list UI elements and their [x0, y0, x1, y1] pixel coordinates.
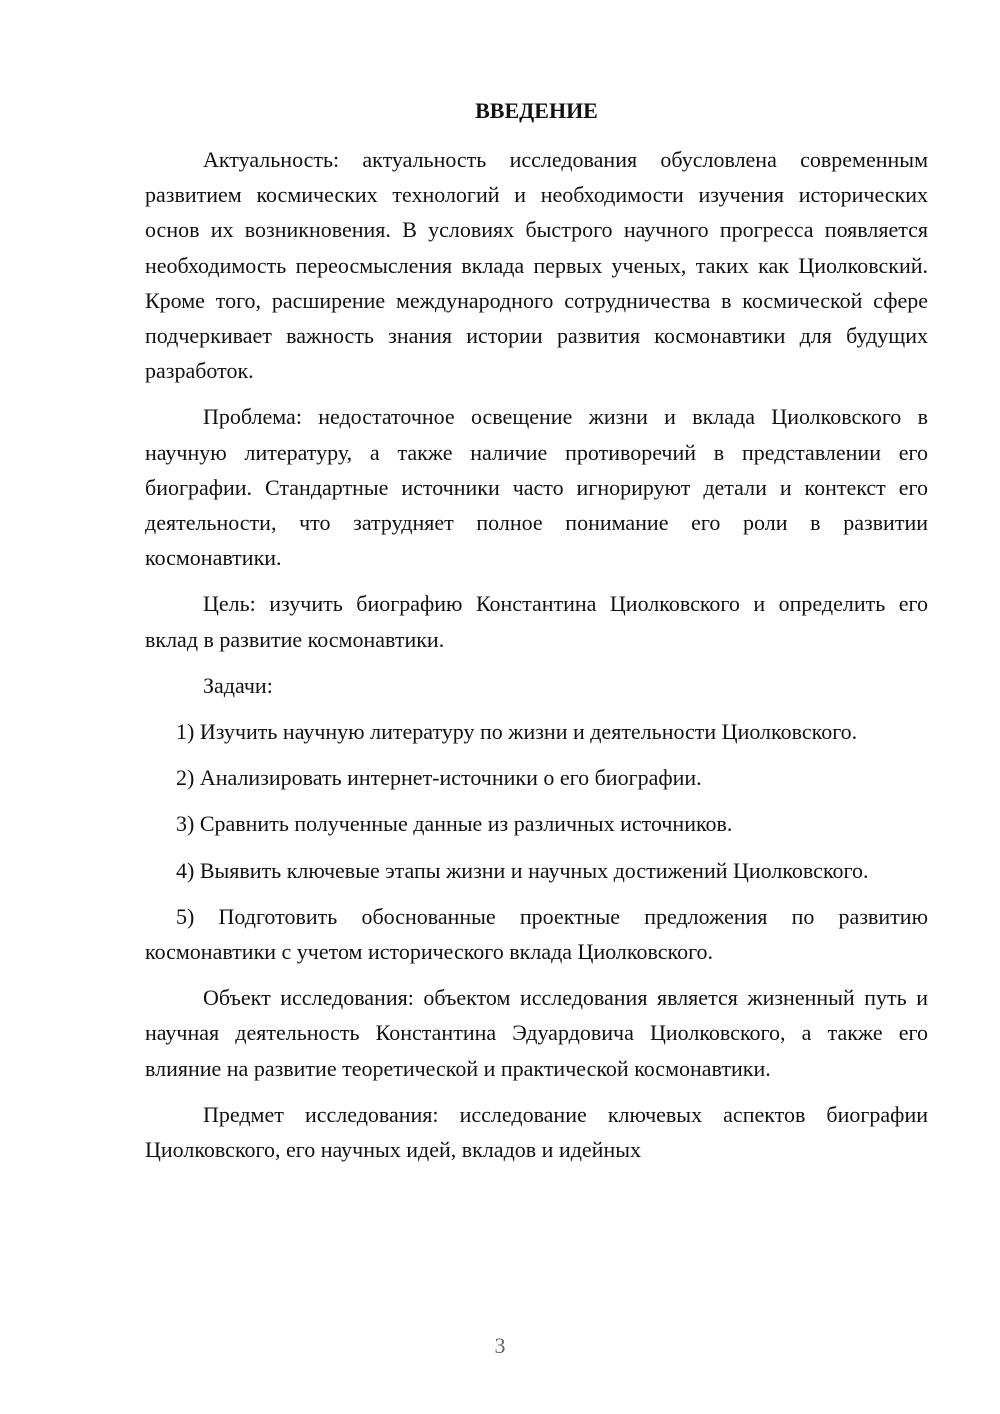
page-number: 3 — [494, 1333, 506, 1358]
paragraph-problem: Проблема: недостаточное освещение жизни и вклада Циолковского в научную литературу, а также наличие противоречий в представлении его биографии. Стандартные источники часто игнорируют детали и контекст его деятельности, что затрудняет полное понимание его роли в развитии космонавтики. — [145, 404, 928, 571]
paragraph-relevance: Актуальность: актуальность исследования обусловлена современным развитием космических технологий и необходимости изучения исторических основ их возникновения. В условиях быстрого научного прогресса появляется необходимость переосмысления вклада первых ученых, таких как Циолковский. Кроме того, расширение международного сотрудничества в космической сфере подчеркивает важность знания истории развития космонавтики для будущих разработок. — [145, 147, 928, 384]
task-item-1: 1) Изучить научную литературу по жизни и деятельности Циолковского. — [176, 719, 858, 745]
task-item-2: 2) Анализировать интернет-источники о его биографии. — [176, 765, 702, 791]
page-title: ВВЕДЕНИЕ — [475, 98, 598, 123]
task-item-5: 5) Подготовить обоснованные проектные предложения по развитию космонавтики с учетом исторического вклада Циолковского. — [145, 903, 928, 965]
paragraph-object: Объект исследования: объектом исследования является жизненный путь и научная деятельность Константина Эдуардовича Циолковского, а также его влияние на развитие теоретической и практической космонавтики. — [145, 985, 928, 1081]
paragraph-goal: Цель: изучить биографию Константина Циолковского и определить его вклад в развитие космонавтики. — [145, 591, 928, 652]
paragraph-tasks-heading: Задачи: — [203, 672, 273, 698]
task-item-3: 3) Сравнить полученные данные из различных источников. — [176, 811, 733, 837]
document-body — [145, 142, 928, 1178]
paragraph-subject: Предмет исследования: исследование ключевых аспектов биографии Циолковского, его научных идей, вкладов и идейных — [145, 1101, 928, 1163]
task-item-4: 4) Выявить ключевые этапы жизни и научных достижений Циолковского. — [176, 857, 869, 883]
